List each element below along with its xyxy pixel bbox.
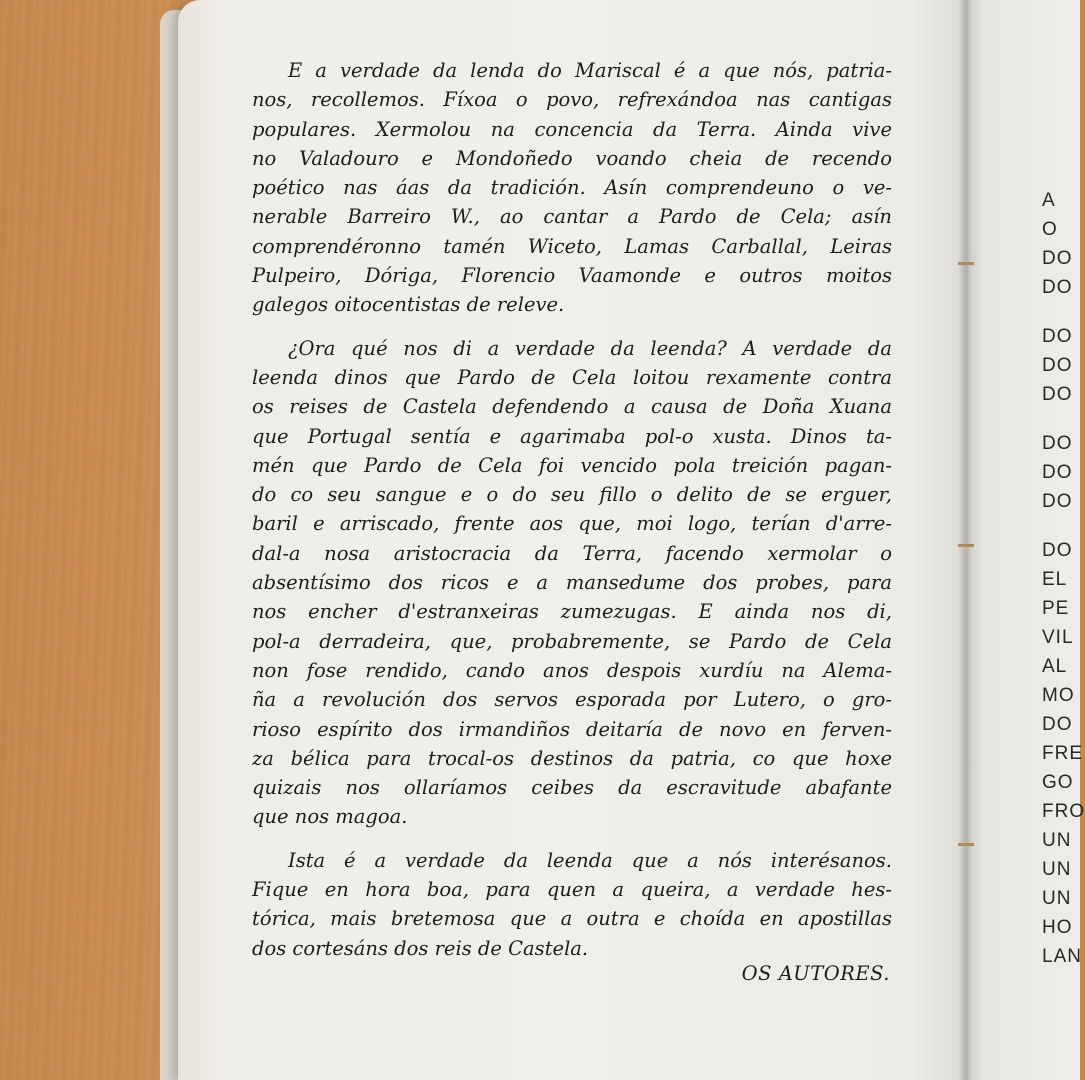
text-line: populares. Xermolou na concencia da Terra. Ainda vive [252,117,892,141]
text-line: comprendéronno tamén Wiceto, Lamas Carballal, Leiras [252,234,892,258]
text-line: E a verdade da lenda do Mariscal é a que nós, patria- [288,59,892,82]
book-gutter [958,0,972,1080]
text-line: ña a revolución dos servos esporada por Lutero, o gro- [252,688,892,712]
text-line: absentísimo dos ricos e a mansedume dos probes, para [252,571,892,595]
facing-line: GO [1042,772,1074,793]
facing-line: MO [1042,685,1075,706]
text-line: leenda dinos que Pardo de Cela loitou rexamente contra [252,365,892,389]
text-line: non fose rendido, cando anos despois xurdíu na Alema- [252,658,892,682]
text-line: za bélica para trocal-os destinos da patria, co que hoxe [252,746,892,770]
facing-line: UN [1042,888,1072,909]
text-line: que nos magoa. [252,805,408,829]
text-line: baril e arriscado, frente aos que, moi logo, terían d'arre- [252,512,892,536]
facing-line: VIL [1042,627,1074,648]
facing-line: HO [1042,917,1073,938]
facing-line: UN [1042,830,1072,851]
text-line: tórica, mais bretemosa que a outra e choída en apostillas [252,907,892,931]
facing-line: DO [1042,540,1073,561]
paragraph [252,56,892,320]
binding-stitch [958,262,974,265]
facing-line: O [1042,219,1058,240]
text-line: Fique en hora boa, para quen a queira, a verdade hes- [252,878,892,902]
facing-line: DO [1042,433,1073,454]
text-line: quizais nos ollaríamos ceibes da escravitude abafante [252,776,892,800]
text-line: pol-a derradeira, que, probabremente, se Pardo de Cela [252,629,892,653]
text-line: ¿Ora qué nos di a verdade da leenda? A verdade da [288,336,892,360]
text-line: rioso espírito dos irmandiños deitaría de novo en ferven- [252,717,892,741]
facing-line: DO [1042,462,1073,483]
facing-page-text [1042,186,1085,971]
text-line: mén que Pardo de Cela foi vencido pola treición pagan- [252,453,892,477]
text-line: que Portugal sentía e agarimaba pol-o xusta. Dinos ta- [252,424,892,448]
facing-line: PE [1042,598,1070,619]
facing-line: DO [1042,326,1073,347]
text-line: poético nas áas da tradición. Asín comprendeuno o ve- [252,176,892,200]
facing-line: DO [1042,248,1073,269]
facing-line: FRO [1042,801,1085,822]
facing-line: FRE [1042,743,1083,764]
binding-stitch [958,843,974,846]
facing-line: LAN [1042,946,1082,967]
binding-stitch [958,544,974,547]
facing-line: DO [1042,384,1073,405]
paragraph [252,846,892,963]
facing-line: EL [1042,569,1068,590]
text-line: nerable Barreiro W., ao cantar a Pardo de Cela; asín [252,205,892,229]
facing-line: DO [1042,714,1073,735]
text-line: dos cortesáns dos reis de Castela. [252,936,589,960]
text-line: Pulpeiro, Dóriga, Florencio Vaamonde e outros moitos [252,264,892,288]
paragraph [252,334,892,832]
text-line: nos, recollemos. Fíxoa o povo, refrexándoa nas cantigas [252,88,892,112]
text-line: os reises de Castela defendendo a causa de Doña Xuana [252,395,892,419]
text-line: do co seu sangue e o do seu fillo o delito de se erguer, [252,483,892,507]
facing-line: DO [1042,277,1073,298]
facing-line: DO [1042,491,1073,512]
facing-line: DO [1042,355,1073,376]
text-line: nos encher d'estranxeiras zumezugas. E ainda nos di, [252,600,892,624]
text-line: Ista é a verdade da leenda que a nós interésanos. [288,848,892,872]
facing-line: AL [1042,656,1068,677]
text-line: dal-a nosa aristocracia da Terra, facendo xermolar o [252,541,892,565]
facing-line: A [1042,190,1056,211]
body-text [252,56,892,977]
facing-line: UN [1042,859,1072,880]
text-line: galegos oitocentistas de releve. [252,293,565,317]
text-line: no Valadouro e Mondoñedo voando cheia de recendo [252,146,892,170]
signature: OS AUTORES. [741,962,890,985]
